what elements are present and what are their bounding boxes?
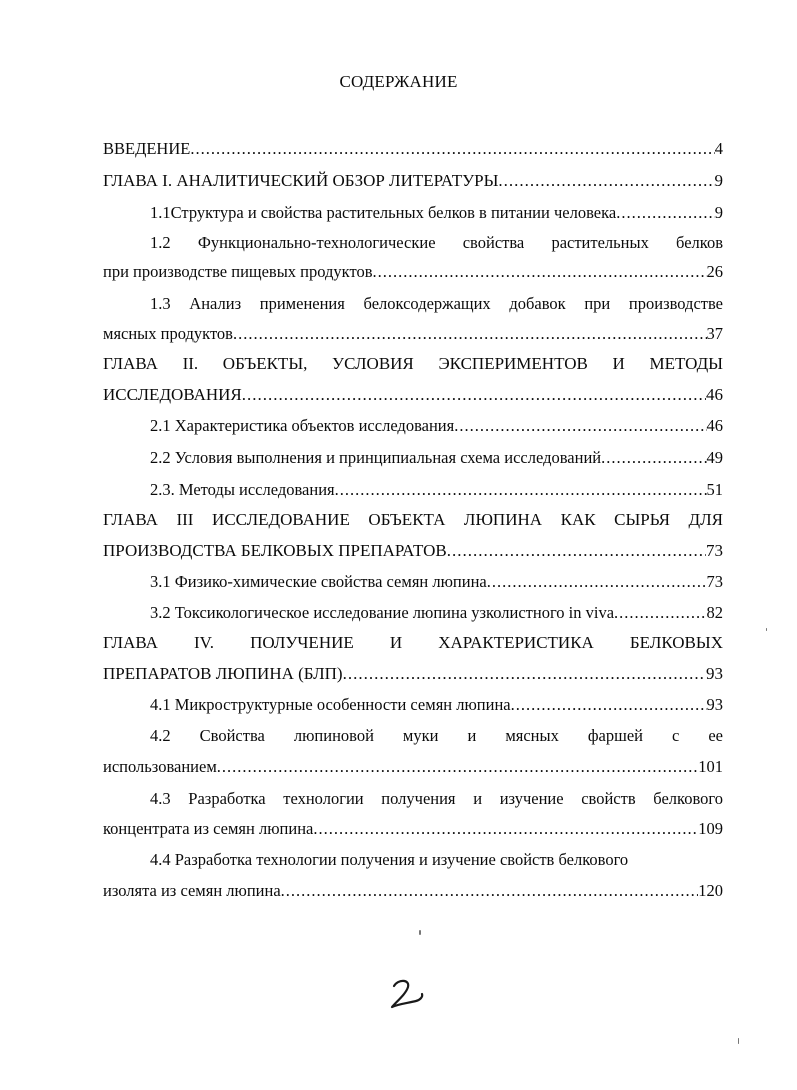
toc-page-number: 73 [706,572,723,591]
toc-entry-text: концентрата из семян люпина [103,819,314,838]
toc-entry-text: ГЛАВА I. АНАЛИТИЧЕСКИЙ ОБЗОР ЛИТЕРАТУРЫ [103,171,499,190]
toc-entry-introduction [103,139,723,159]
toc-entry-text: 2.1 Характеристика объектов исследования [150,416,455,435]
handwritten-page-number [386,978,426,1010]
toc-page-number: 4 [714,139,723,158]
toc-entry-2-2 [150,448,723,468]
toc-entry-4-2-line1: 4.2 Свойства люпиновой муки и мясных фаршей с ее [150,726,723,745]
toc-entry-text: изолята из семян люпина [103,881,281,900]
toc-leader [217,757,698,777]
toc-entry-text: ИССЛЕДОВАНИЯ [103,385,242,404]
toc-entry-4-3-line1: 4.3 Разработка технологии получения и изучение свойств белкового [150,789,723,808]
scan-speck [766,628,767,631]
toc-entry-2-1 [150,416,723,436]
toc-entry-4-2-line2 [103,757,723,777]
toc-leader [313,819,698,839]
toc-page-number: 49 [706,448,723,467]
scan-speck [738,1038,739,1044]
toc-entry-text: 2.2 Условия выполнения и принципиальная схема исследований [150,448,602,467]
toc-page-number: 120 [698,881,723,900]
toc-entry-chapter-4-line1: ГЛАВА IV. ПОЛУЧЕНИЕ И ХАРАКТЕРИСТИКА БЕЛКОВЫХ [103,633,723,652]
toc-entry-1-1 [150,203,723,223]
toc-entry-1-2-line1: 1.2 Функционально-технологические свойства растительных белков [150,233,723,252]
toc-leader [233,324,707,344]
toc-entry-3-2 [150,603,723,623]
toc-page-number: 51 [706,480,723,499]
toc-leader [343,664,706,684]
toc-leader [242,385,706,405]
toc-page-number: 46 [706,385,723,404]
toc-entry-text: ПРОИЗВОДСТВА БЕЛКОВЫХ ПРЕПАРАТОВ [103,541,447,560]
toc-entry-4-4-line2 [103,881,723,901]
toc-entry-text: ВВЕДЕНИЕ [103,139,191,158]
toc-leader [335,480,707,500]
toc-entry-text: 3.2 Токсикологическое исследование люпина узколистного in viva [150,603,615,622]
toc-entry-1-3-line2 [103,324,723,344]
toc-entry-text: 1.1Структура и свойства растительных белков в питании человека [150,203,617,222]
toc-entry-2-3 [150,480,723,500]
toc-leader [511,695,707,715]
toc-page-number: 46 [706,416,723,435]
toc-leader [616,203,715,223]
toc-entry-chapter-2-line2 [103,385,723,405]
toc-leader [498,171,714,191]
toc-leader [281,881,699,901]
toc-entry-chapter-2-line1: ГЛАВА II. ОБЪЕКТЫ, УСЛОВИЯ ЭКСПЕРИМЕНТОВ И МЕТОДЫ [103,354,723,373]
toc-leader [601,448,706,468]
toc-page-number: 73 [706,541,723,560]
toc-entry-text: ПРЕПАРАТОВ ЛЮПИНА (БЛП) [103,664,343,683]
toc-entry-4-3-line2 [103,819,723,839]
toc-entry-chapter-4-line2 [103,664,723,684]
toc-leader [454,416,706,436]
toc-page-number: 82 [706,603,723,622]
toc-page-number: 109 [698,819,723,838]
toc-entry-4-1 [150,695,723,715]
toc-entry-chapter-3-line2 [103,541,723,561]
toc-leader [487,572,707,592]
toc-leader [373,262,707,282]
toc-entry-chapter-1 [103,171,723,191]
page-title: СОДЕРЖАНИЕ [339,72,458,91]
toc-leader [447,541,706,561]
toc-entry-3-1 [150,572,723,592]
toc-entry-1-3-line1: 1.3 Анализ применения белоксодержащих добавок при производстве [150,294,723,313]
toc-entry-text: использованием [103,757,217,776]
toc-page-number: 101 [698,757,723,776]
toc-entry-text: 2.3. Методы исследования [150,480,335,499]
toc-page-number: 93 [706,695,723,714]
toc-page-number: 26 [706,262,723,281]
toc-entry-chapter-3-line1: ГЛАВА III ИССЛЕДОВАНИЕ ОБЪЕКТА ЛЮПИНА КАК СЫРЬЯ ДЛЯ [103,510,723,529]
toc-entry-text: 4.1 Микроструктурные особенности семян люпина [150,695,511,714]
toc-page-number: 9 [714,171,723,190]
toc-page-number: 9 [714,203,723,222]
toc-entry-text: при производстве пищевых продуктов [103,262,373,281]
toc-entry-text: 3.1 Физико-химические свойства семян люпина [150,572,487,591]
toc-leader [190,139,714,159]
toc-page-number: 37 [706,324,723,343]
toc-entry-1-2-line2 [103,262,723,282]
toc-entry-4-4-line1: 4.4 Разработка технологии получения и изучение свойств белкового [150,850,629,869]
toc-page-number: 93 [706,664,723,683]
toc-leader [614,603,706,623]
toc-entry-text: мясных продуктов [103,324,233,343]
scan-speck [419,930,421,935]
